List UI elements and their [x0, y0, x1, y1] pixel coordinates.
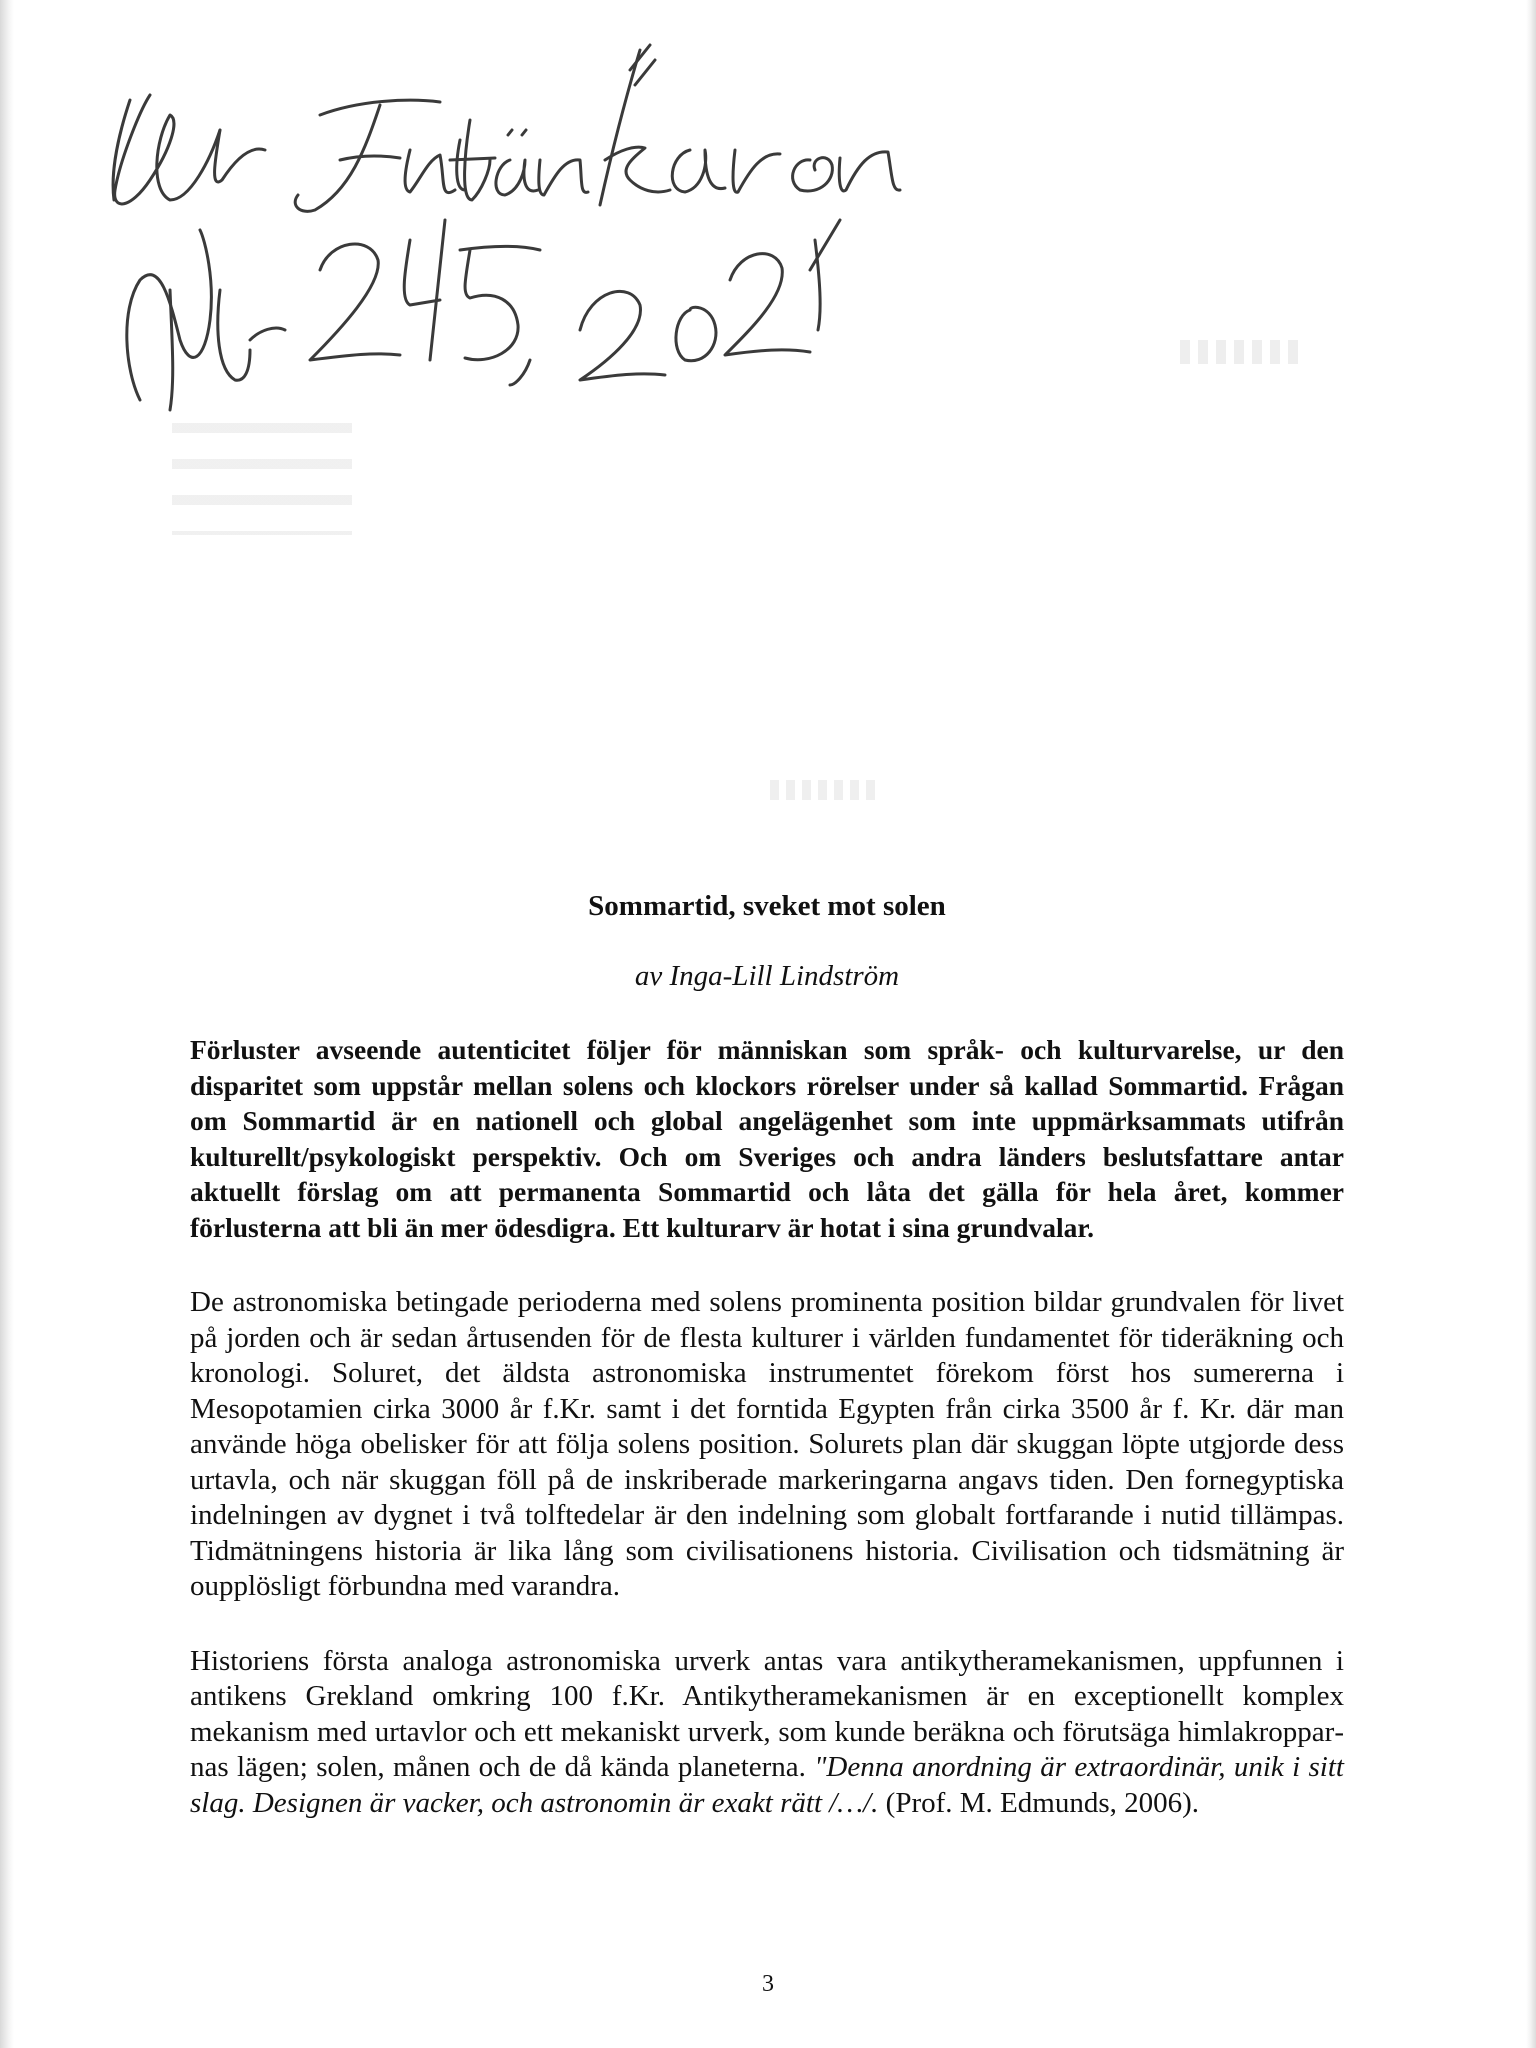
page-number: 3: [762, 1971, 774, 1997]
article-paragraph-1: De astronomiska betingade perioderna med solens prominenta position bildar grundvalen för livet på jorden och är sedan årtusenden för de flesta kulturer i världen fundamentet för tideräkning och kronologi. Soluret, det äldsta astronomiska instrumentet förekom först hos sumererna i Mesopotamien cirka 3000 år f.Kr. samt i det forntida Egypten från cirka 3500 år f. Kr. där man använde höga obelisker för att följa solens position. Solurets plan där skuggan löpte utgjorde dess urtavla, och när skuggan föll på de inskriberade markeringarna angavs tiden. Den fornegyptiska indelningen av dygnet i två tolftedelar är den indelning som globalt fortfarande i nutid tillämpas. Tidmätningens historia är lika lång som civilisationens historia. Civilisation och tidsmätning är oupplösligt förbundna med varandra.: [190, 1286, 1344, 1602]
handwritten-annotation-drawing: [110, 40, 1190, 450]
article: [190, 888, 1344, 1860]
paragraph-2-quote: "Denna anordning är extraordinär, unik i sitt slag. Designen är vacker, och astronomin är exakt rätt /…/.: [190, 1751, 1344, 1819]
page-edge-right: [1526, 0, 1536, 2048]
article-lead-paragraph: Förluster avseende autenticitet följer för människan som språk- och kulturvarelse, ur den disparitet som uppstår mellan solens och klockors rörelser under så kallad Sommartid. Frågan om Sommartid är en nationell och global angelägenhet som inte uppmärksammats utifrån kulturellt/psykologiskt perspektiv. Och om Sveriges och andra länders beslutsfattare antar aktuellt förslag om att permanenta Sommartid och låta det gälla för hela året, kommer förlusterna att bli än mer ödesdigra. Ett kulturarv är hotat i sina grundvalar.: [190, 1034, 1344, 1243]
article-byline: av Inga-Lill Lindström: [634, 960, 900, 992]
paragraph-2-text: Historiens första analoga astronomiska urverk antas vara antikytheramekanismen, uppfunnen i antikens Grekland omkring 100 f.Kr. Antikytheramekanismen är en exceptionellt komplex mekanism med urtavlor och ett mekaniskt urverk, som kunde beräkna och förutsäga himlakropparnas lägen; solen, månen och de då kända planeterna.: [190, 1644, 1344, 1783]
page-edge-left: [0, 0, 14, 2048]
handwritten-annotation: [110, 40, 1190, 450]
article-paragraph-2: [190, 1644, 1344, 1822]
paragraph-2-citation: (Prof. M. Edmunds, 2006).: [878, 1786, 1200, 1819]
article-title: Sommartid, sveket mot solen: [588, 890, 946, 922]
